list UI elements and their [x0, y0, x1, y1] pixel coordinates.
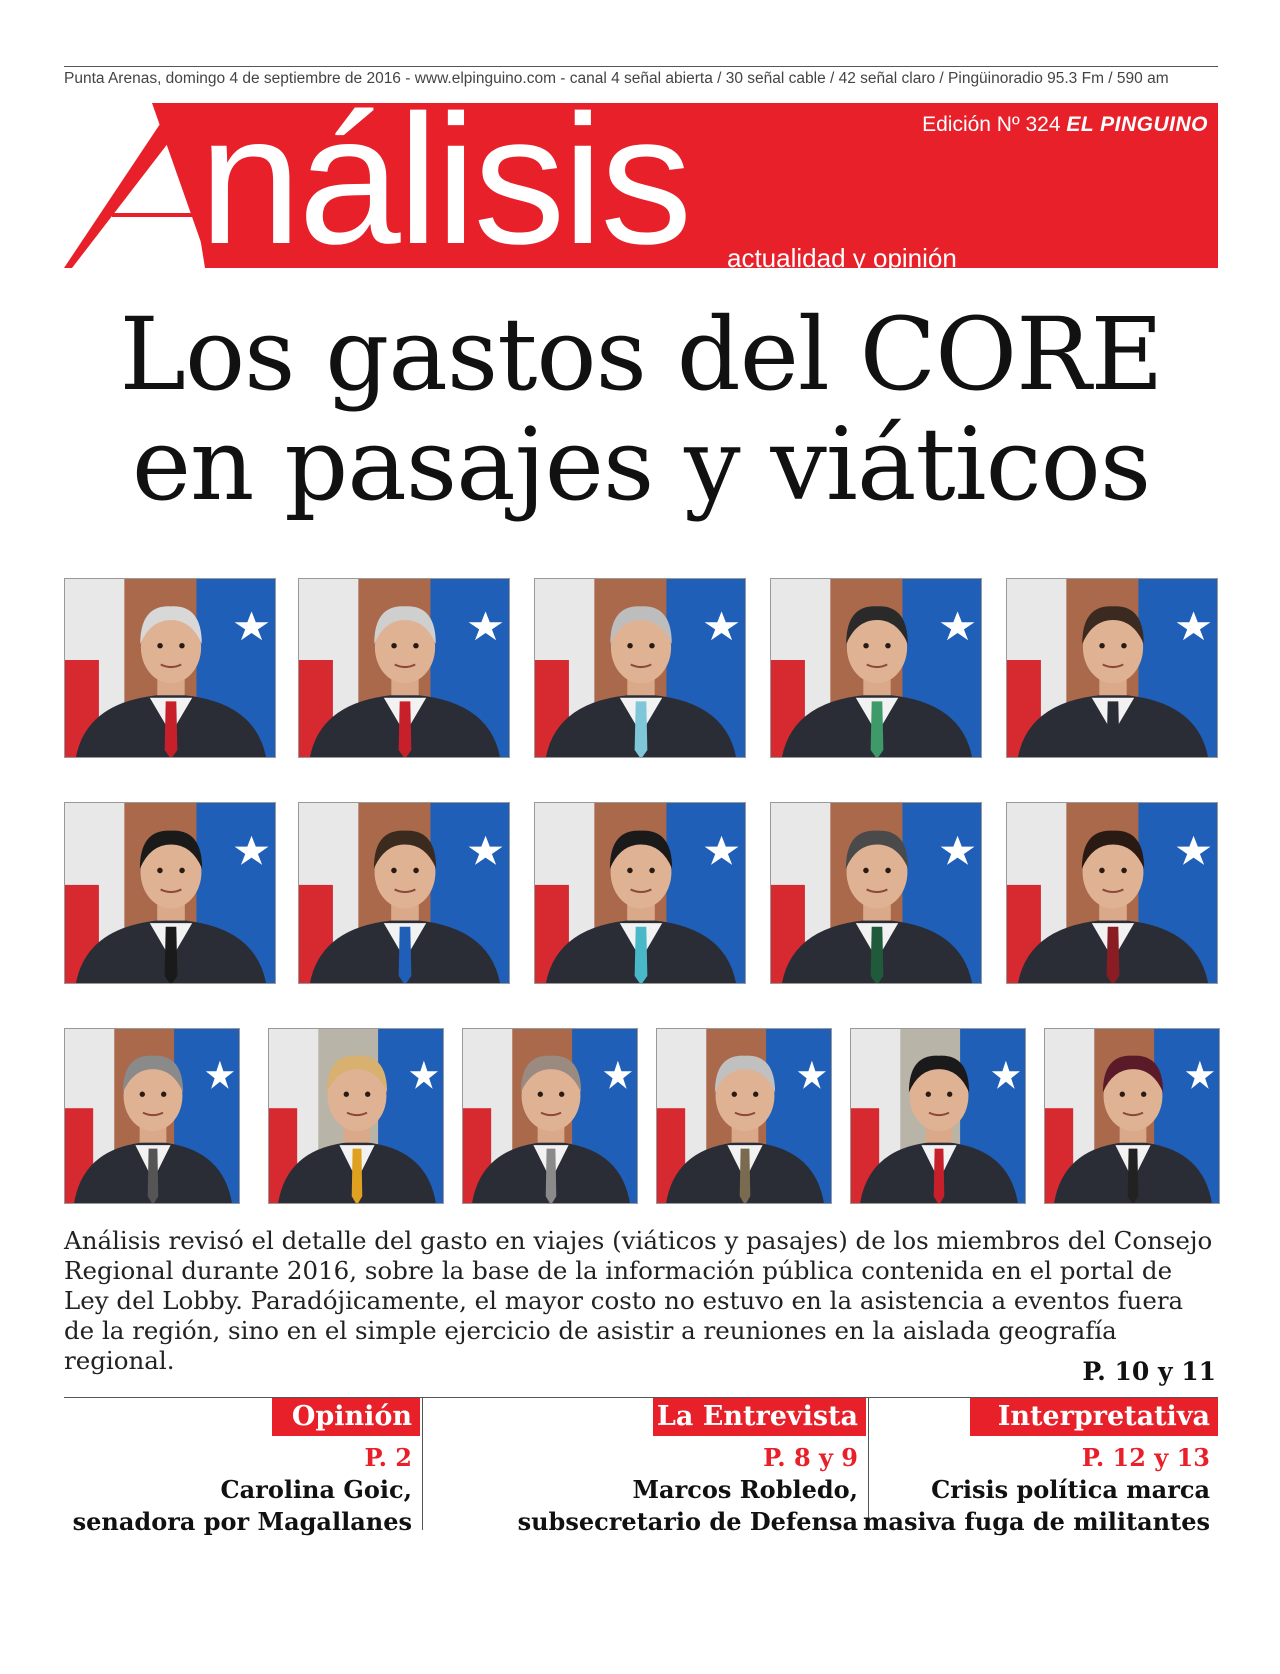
- section-page: P. 8 y 9: [763, 1443, 858, 1472]
- council-member-photo: [534, 578, 746, 758]
- council-member-photo: [656, 1028, 832, 1204]
- section-divider: [422, 1398, 423, 1530]
- council-member-photo: [64, 1028, 240, 1204]
- section-label: Opinión: [272, 1398, 420, 1436]
- council-member-photo: [268, 1028, 444, 1204]
- teaser-line-1: Crisis política marca: [931, 1475, 1210, 1504]
- article-summary: Análisis revisó el detalle del gasto en viajes (viáticos y pasajes) de los miembros del Consejo Regional durante 2016, sobre la base de la información pública contenida en el portal de Ley del Lobby. Paradójicamente, el mayor costo no estuvo en la asistencia a eventos fuera de la región, sino en el simple ejercicio de asistir a reuniones en la aislada geografía regional.: [64, 1226, 1213, 1375]
- edition-label: [922, 113, 1208, 137]
- page-reference: P. 10 y 11: [1082, 1357, 1216, 1386]
- logo-wordmark: nálisis: [199, 76, 690, 282]
- teaser-line-2: subsecretario de Defensa: [517, 1507, 858, 1536]
- council-member-photo: [64, 802, 276, 984]
- council-member-photo: [1006, 578, 1218, 758]
- council-member-photo: [64, 578, 276, 758]
- brand-name: EL PINGUINO: [1066, 113, 1208, 136]
- top-rule: [64, 66, 1218, 67]
- council-member-photo: [462, 1028, 638, 1204]
- section-page: P. 12 y 13: [1081, 1443, 1210, 1472]
- headline-line-2: en pasajes y viáticos: [131, 406, 1151, 523]
- council-member-photo: [298, 802, 510, 984]
- council-member-photo: [1006, 802, 1218, 984]
- teaser-line-2: masiva fuga de militantes: [863, 1507, 1210, 1536]
- section-page: P. 2: [364, 1443, 412, 1472]
- dateline: Punta Arenas, domingo 4 de septiembre de 2016 - www.elpinguino.com - canal 4 señal abierta / 30 señal cable / 42 señal claro / Pingüinoradio 95.3 Fm / 590 am: [64, 70, 1169, 87]
- teaser-line-1: Marcos Robledo,: [632, 1475, 858, 1504]
- edition-number: Edición Nº 324: [922, 113, 1061, 136]
- section-label: La Entrevista: [653, 1398, 866, 1436]
- section-teaser: [73, 1474, 412, 1538]
- main-headline: [64, 296, 1218, 523]
- section-label: Interpretativa: [970, 1398, 1218, 1436]
- council-member-photo: [770, 578, 982, 758]
- section-teaser: [518, 1474, 858, 1538]
- tagline: actualidad y opinión: [727, 243, 957, 273]
- council-member-photo: [534, 802, 746, 984]
- section-teaser: [863, 1474, 1210, 1538]
- teaser-line-1: Carolina Goic,: [220, 1475, 412, 1504]
- headline-line-1: Los gastos del CORE: [119, 296, 1163, 413]
- council-member-photo: [1044, 1028, 1220, 1204]
- teaser-line-2: senadora por Magallanes: [72, 1507, 412, 1536]
- council-member-photo: [770, 802, 982, 984]
- council-member-photo: [850, 1028, 1026, 1204]
- council-member-photo: [298, 578, 510, 758]
